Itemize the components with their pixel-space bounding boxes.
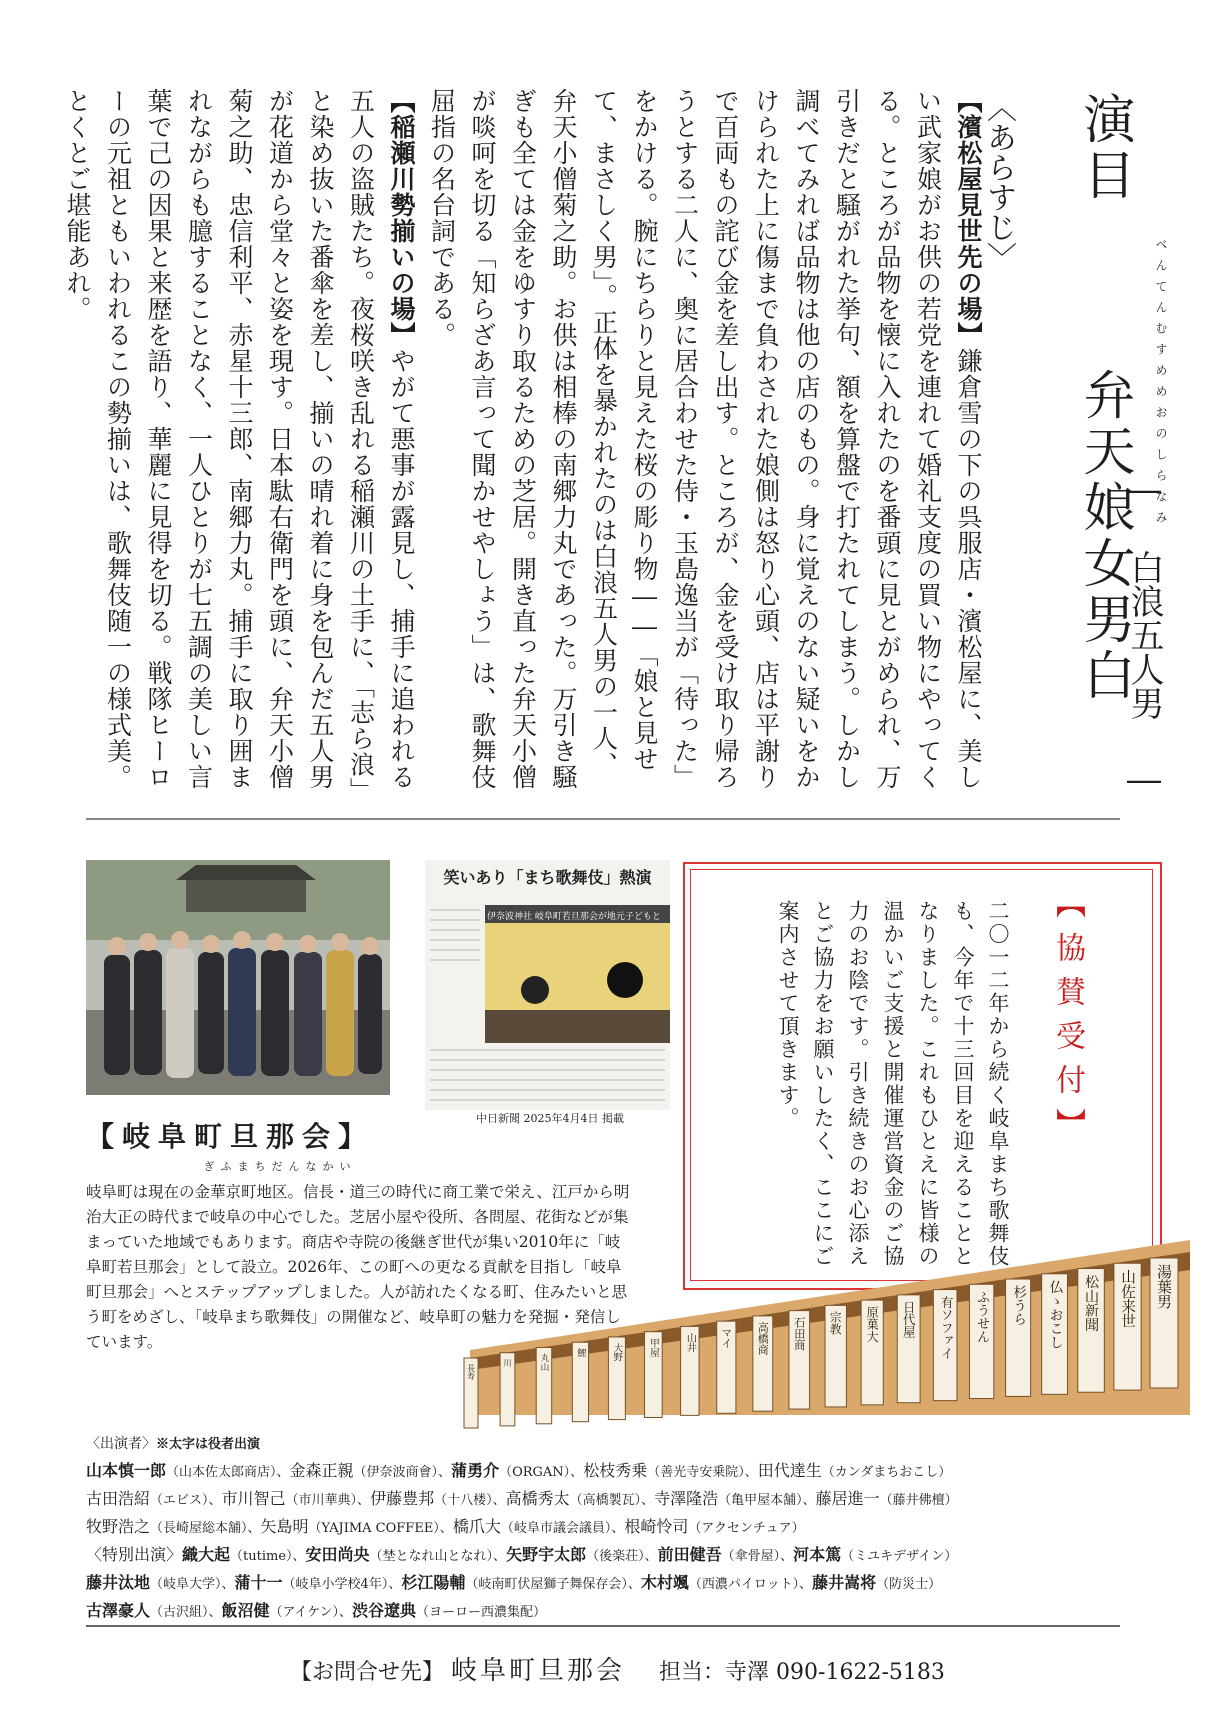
cast-list bbox=[86, 1430, 1136, 1626]
cast-member-affiliation: （長崎屋総本舗）、 bbox=[150, 1521, 261, 1536]
cast-member-affiliation: （亀甲屋本舗）、 bbox=[718, 1493, 816, 1508]
cast-member-affiliation: （古沢組）、 bbox=[150, 1605, 222, 1620]
cast-member-affiliation: （藤井佛檀） bbox=[879, 1493, 958, 1508]
banner-plaque-name: 甲屋 bbox=[647, 1337, 659, 1358]
cast-member-name: 渋谷遼典 bbox=[351, 1601, 416, 1620]
divider-top bbox=[86, 818, 1120, 820]
cast-note: ※太字は役者出演 bbox=[156, 1437, 261, 1452]
banner-plaque-name: 宗教 bbox=[828, 1311, 843, 1335]
cast-heading: 〈出演者〉 bbox=[86, 1436, 156, 1452]
banner-plaque bbox=[1114, 1263, 1141, 1390]
cast-member-name: 古田浩紹 bbox=[86, 1489, 151, 1508]
cast-member-name: 牧野浩之 bbox=[86, 1517, 151, 1536]
banner-plaque-name: 湯葉男 bbox=[1155, 1264, 1173, 1309]
cast-member-affiliation: （市川華典）、 bbox=[285, 1493, 371, 1508]
banner-plaque-name: 高橋商 bbox=[756, 1321, 770, 1355]
cast-member-affiliation: （岐阜小学校4年）、 bbox=[282, 1577, 402, 1592]
cast-member-affiliation: （防災士） bbox=[876, 1577, 942, 1592]
cast-member-name: 蒲勇介 bbox=[451, 1461, 500, 1480]
banner-plaque-name: 仏ゝおこし bbox=[1046, 1279, 1063, 1350]
cast-member-affiliation: （ORGAN）、 bbox=[499, 1465, 584, 1480]
banner-plaque bbox=[969, 1284, 993, 1398]
cast-member-affiliation: （傘骨屋）、 bbox=[721, 1549, 794, 1564]
banner-plaque bbox=[536, 1347, 551, 1423]
banner-plaque bbox=[1042, 1274, 1068, 1395]
cast-line bbox=[86, 1514, 1136, 1542]
cast-member-name: 松枝秀乗 bbox=[583, 1461, 648, 1480]
scene1-text: 鎌倉雪の下の呉服店・濱松屋に、美しい武家娘がお供の若党を連れて婚礼支度の買い物にやってくる。ところが品物を懐に入れたのを番頭に見とがめられ、万引きだと騒がれた挙句、額を算盤で打たれてしまう。しかし調べてみれば品物は他の店のもの。身に覚えのない疑いをかけられた上に傷まで負わされた娘側は怒り心頭、店は平謝りで百両もの詫び金を差し出す。ところが、金を受け取り帰ろうとする二人に、奥に居合わせた侍・玉島逸当が「待った」をかける。腕にちらりと見えた桜の彫り物――「娘と見せて、まさしく男」。正体を暴かれたのは白浪五人男の一人、弁天小僧菊之助。お供は相棒の南郷力丸であった。万引き騒ぎも全ては金をゆすり取るための芝居。開き直った弁天小僧が啖呵を切る「知らざあ言って聞かせやしょう」は、歌舞伎屈指の名台詞である。 bbox=[427, 88, 983, 790]
cast-member-name: 前田健吾 bbox=[657, 1545, 722, 1564]
cast-member-affiliation: （山本佐太郎商店）、 bbox=[166, 1465, 290, 1480]
cast-member-name: 杉江陽輔 bbox=[401, 1573, 466, 1592]
banner-plaque-name: 大野 bbox=[611, 1342, 623, 1362]
banner-plaque-name: 山井 bbox=[684, 1332, 696, 1353]
cast-member-name: 山本慎一郎 bbox=[86, 1461, 167, 1480]
banner-plaque bbox=[825, 1305, 846, 1407]
group-reading: ぎふまちだんなかい bbox=[203, 1160, 357, 1173]
banner-plaque bbox=[753, 1316, 773, 1411]
news-headline: 笑いあり「まち歌舞伎」熱演 bbox=[443, 868, 652, 887]
story-text bbox=[63, 88, 988, 798]
scene1-heading: 【濱松屋見世先の場】 bbox=[954, 88, 983, 348]
cast-member-affiliation: （後楽荘）、 bbox=[586, 1549, 658, 1564]
banner-plaque-name: 長寿 bbox=[466, 1364, 476, 1380]
cast-member-name: 市川智己 bbox=[221, 1489, 286, 1508]
cast-member-affiliation: （善光寺安乗院）、 bbox=[647, 1465, 758, 1480]
banner-plaque bbox=[1150, 1258, 1178, 1388]
banner-plaque bbox=[1078, 1269, 1105, 1393]
banner-plaque-name: マイ bbox=[720, 1327, 733, 1349]
banner-plaque-name: 鯉 bbox=[575, 1348, 586, 1358]
scene2-heading: 【稲瀬川勢揃いの場】 bbox=[387, 88, 416, 348]
cast-member-affiliation: （岐阜市議会議員）、 bbox=[500, 1521, 625, 1536]
cast-member-name: 寺澤隆浩 bbox=[654, 1489, 719, 1508]
cast-member-name: 金森正親 bbox=[289, 1461, 354, 1480]
banner-plaque bbox=[464, 1358, 478, 1428]
program-label: 演目 bbox=[1074, 92, 1134, 204]
cast-member-affiliation: （高橋製瓦）、 bbox=[569, 1493, 655, 1508]
newspaper-clipping bbox=[425, 860, 670, 1110]
cast-member-name: 矢島明 bbox=[260, 1517, 309, 1536]
banner-plaque bbox=[897, 1295, 920, 1403]
news-sub-headline: 伊奈波神社 岐阜町若旦那会が地元子どもと bbox=[487, 912, 661, 922]
cast-member-affiliation: （ミユキデザイン） bbox=[841, 1549, 958, 1564]
banner-plaque bbox=[645, 1332, 663, 1418]
cast-line bbox=[86, 1458, 1136, 1486]
group-description: 岐阜町は現在の金華京町地区。信長・道三の時代に商工業で栄え、江戸から明治大正の時代まで岐阜の中心でした。芝居小屋や役所、各問屋、花街などが集まっていた地域でもあります。商店や寺院の後継ぎ世代が集い2010年に「岐阜町若旦那会」として設立。2026年、この町への更なる貢献を目指し「岐阜町旦那会」へとステップアップしました。人が訪れたくなる町、住みたいと思う町をめざし、「岐阜まち歌舞伎」の開催など、岐阜町の魅力を発掘・発信しています。 bbox=[86, 1183, 630, 1351]
news-caption: 中日新聞 2025年4月4日 掲載 bbox=[476, 1112, 624, 1125]
banner-plaque bbox=[608, 1337, 625, 1420]
cast-member-affiliation: （YAJIMA COFFEE）、 bbox=[308, 1521, 453, 1536]
banner-plaque-name: ふうせん bbox=[974, 1290, 990, 1343]
banner-plaque-name: 松山新聞 bbox=[1083, 1274, 1100, 1332]
cast-member-name: 藤井汰地 bbox=[86, 1573, 151, 1592]
synopsis-label: 〈あらすじ〉 bbox=[981, 92, 1016, 272]
cast-member-name: 河本篤 bbox=[793, 1545, 842, 1564]
cast-member-name: 蒲十一 bbox=[234, 1573, 283, 1592]
divider-bottom bbox=[86, 1625, 1120, 1627]
banner-plaque-name: 山佐来世 bbox=[1119, 1269, 1137, 1328]
cast-member-affiliation: （岐阜大学）、 bbox=[150, 1577, 235, 1592]
special-cast-heading: 〈特別出演〉 bbox=[86, 1545, 183, 1564]
cast-member-name: 飯沼健 bbox=[221, 1601, 270, 1620]
cast-member-name: 伊藤豊邦 bbox=[370, 1489, 435, 1508]
cast-member-name: 橋爪大 bbox=[452, 1517, 501, 1536]
banner-plaque-name: 丸山 bbox=[538, 1353, 549, 1371]
cast-member-affiliation: （ヨーロー西濃集配） bbox=[415, 1605, 546, 1620]
cast-member-affiliation: （岐南町伏屋獅子舞保存会）、 bbox=[465, 1577, 641, 1592]
banner-plaque-name: 原菓大 bbox=[865, 1306, 880, 1343]
banner-plaque-name: 川 bbox=[502, 1358, 513, 1368]
cast-member-affiliation: （十八楼）、 bbox=[434, 1493, 506, 1508]
cast-line bbox=[86, 1598, 1136, 1626]
banner-plaque-name: 日代屋 bbox=[901, 1300, 917, 1339]
cast-member-affiliation: （伊奈波商會）、 bbox=[353, 1465, 452, 1480]
banner-plaque bbox=[717, 1321, 736, 1413]
cast-line bbox=[86, 1570, 1136, 1598]
program-title-text: 弁天娘女男白 bbox=[1074, 368, 1134, 704]
cast-member-name: 古澤豪人 bbox=[86, 1601, 151, 1620]
cast-member-affiliation: （エビス）、 bbox=[150, 1493, 222, 1508]
program-title-reading: べんてんむすめめおのしらなみ bbox=[1154, 238, 1168, 532]
contact-info bbox=[290, 1650, 990, 1687]
cast-member-name: 安田尚央 bbox=[305, 1545, 370, 1564]
cast-member-name: 矢野宇太郎 bbox=[506, 1545, 587, 1564]
banner-plaque-name: 有ソファイ bbox=[937, 1295, 953, 1360]
cast-member-name: 織大起 bbox=[182, 1545, 231, 1564]
cast-member-name: 田代達生 bbox=[757, 1461, 822, 1480]
banner-plaque bbox=[500, 1353, 515, 1426]
cast-member-name: 藤居進一 bbox=[815, 1489, 880, 1508]
cast-member-affiliation: （アイケン）、 bbox=[269, 1605, 352, 1620]
banner-plaque bbox=[789, 1311, 810, 1409]
group-photo bbox=[86, 860, 390, 1095]
contact-label: 【お問合せ先】 bbox=[290, 1660, 445, 1685]
scene2-text: やがて悪事が露見し、捕手に追われる五人の盗賊たち。夜桜咲き乱れる稲瀬川の土手に、「志ら浪」と染め抜いた番傘を差し、揃いの晴れ着に身を包んだ五人男が花道から堂々と姿を現す。日本駄右衛門を頭に、弁天小僧菊之助、忠信利平、赤星十三郎、南郷力丸。捕手に取り囲まれながらも臆することなく、一人ひとりが七五調の美しい言葉で己の因果と来歴を語り、華麗に見得を切る。戦隊ヒーローの元祖ともいわれるこの勢揃いは、歌舞伎随一の様式美。とくとご堪能あれ。 bbox=[63, 88, 416, 791]
banner-plaque bbox=[572, 1342, 588, 1421]
cast-line bbox=[86, 1542, 1136, 1570]
banner-plaque bbox=[861, 1300, 883, 1405]
group-name: 【岐阜町旦那会】 bbox=[86, 1120, 375, 1153]
sponsor-lantern-photo bbox=[466, 1240, 1190, 1415]
sponsor-text: 二〇一二年から続く岐阜まち歌舞伎も、今年で十三回目を迎えることとなりました。これもひとえに皆様の温かいご支援と開催運営資金のご協力のお陰です。引き続きのお心添えとご協力をお願いしたく、ここにご案内させて頂きます。 bbox=[776, 900, 1010, 1268]
cast-member-name: 根崎怜司 bbox=[624, 1517, 689, 1536]
cast-member-name: 藤井嵩将 bbox=[812, 1573, 877, 1592]
cast-member-affiliation: （カンダまちおこし） bbox=[821, 1465, 952, 1480]
cast-member-name: 高橋秀太 bbox=[505, 1489, 570, 1508]
sponsor-heading: 【協賛受付】 bbox=[1050, 888, 1085, 1152]
cast-line bbox=[86, 1486, 1136, 1514]
contact-org: 岐阜町旦那会 bbox=[451, 1656, 626, 1686]
program-subtitle: ― 白浪五人男 ― bbox=[1124, 470, 1164, 800]
banner-plaque bbox=[1006, 1279, 1031, 1396]
cast-member-affiliation: （アクセンチュア） bbox=[688, 1521, 805, 1536]
banner-plaque-name: 杉うら bbox=[1010, 1285, 1027, 1326]
cast-member-name: 木村颯 bbox=[640, 1573, 689, 1592]
banner-plaque bbox=[933, 1290, 957, 1401]
cast-member-affiliation: （埜となれ山となれ）、 bbox=[369, 1549, 507, 1564]
cast-member-affiliation: （西濃パイロット）、 bbox=[688, 1577, 813, 1592]
banner-plaque-name: 石田商 bbox=[792, 1316, 806, 1351]
banner-plaque bbox=[681, 1326, 699, 1415]
cast-member-affiliation: （tutime）、 bbox=[230, 1549, 306, 1564]
contact-person: 担当：寺澤 090-1622-5183 bbox=[659, 1660, 945, 1685]
